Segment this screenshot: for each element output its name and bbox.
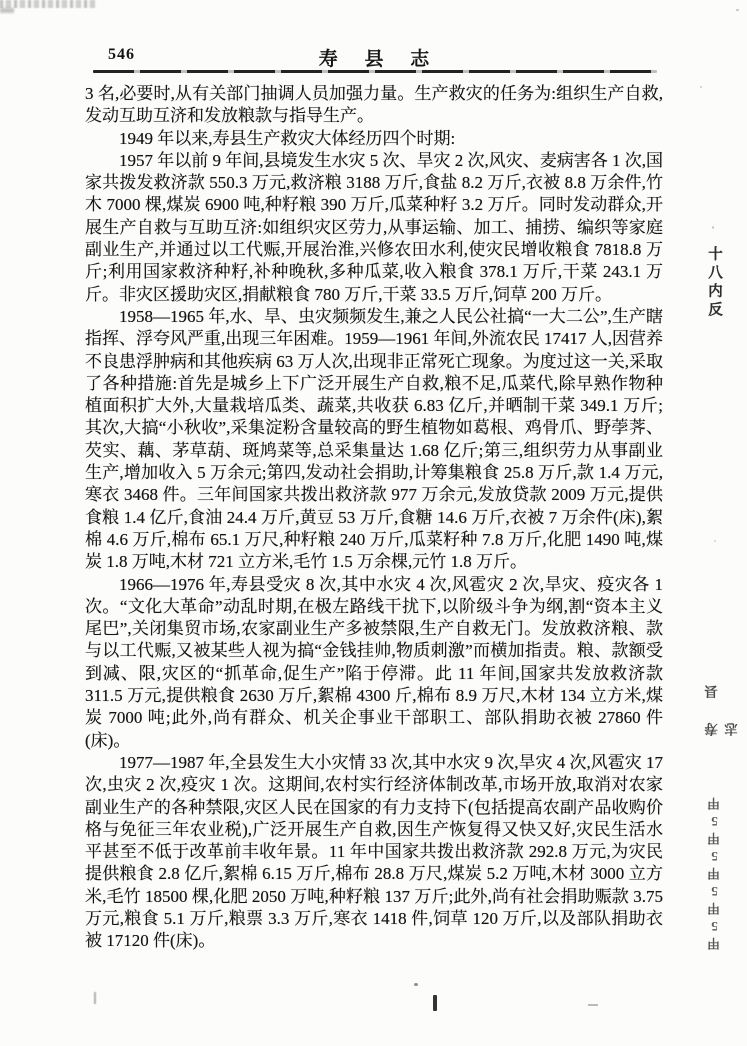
scan-artifact-smudge: [0, 8, 14, 13]
scan-artifact-dash: [588, 1004, 598, 1006]
body-paragraph: 1957 年以前 9 年间,县境发生水灾 5 次、旱灾 2 次,风灾、麦病害各 1 次,国家共拨发救济款 550.3 万元,救济粮 3188 万斤,食盐 8.2 万斤,衣被 8.8 万余件,竹木 7000 棵,煤炭 6900 吨,种籽粮 390 万斤,瓜菜种籽 3.2 万斤。同时发动群众,开展生产自救与互助互济:如组织灾区劳力,从事运输、加工、捕捞、编织等家庭副业生产,并通过以工代赈,开展治淮,兴修农田水利,使灾民增收粮食 7818.8 万斤;利用国家救济种籽,补种晚秋,多种瓜菜,收入粮食 378.1 万斤,干菜 243.1 万斤。非灾区援助灾区,捐献粮食 780 万斤,干菜 33.5 万斤,饲草 200 万斤。: [85, 150, 663, 304]
header-rule: [93, 70, 657, 73]
margin-signature-mark-middle: 寿县志: [705, 661, 740, 736]
scan-speck: [714, 540, 716, 542]
scan-speck: [736, 9, 739, 11]
scan-artifact-bar: [433, 995, 437, 1011]
page-number: 546: [108, 46, 135, 63]
body-paragraph: 1977—1987 年,全县发生大小灾情 33 次,其中水灾 9 次,旱灾 4 次,风雹灾 17 次,虫灾 2 次,疫灾 1 次。这期间,农村实行经济体制改革,市场开放,取消对农家副业生产的各种禁限,灾区人民在国家的有力支持下(包括提高农副产品收购价格与免征三年农业税),广泛开展生产自救,因生产恢复得又快又好,灾民生活水平甚至不低于改革前丰收年景。11 年中国家共拨出救济款 292.8 万元,为灾民提供粮食 2.8 亿斤,絮棉 6.15 万斤,棉布 28.8 万尺,煤炭 5.2 万吨,木材 3000 立方米,毛竹 18500 棵,化肥 2050 万吨,种籽粮 137 万斤;此外,尚有社会捐助赈款 3.75 万元,粮食 5.1 万斤,粮票 3.3 万斤,寒衣 1418 件,饲草 120 万斤,以及部队捐助衣被 17120 件(床)。: [85, 752, 663, 951]
margin-signature-mark-top: 十八内反: [706, 246, 722, 320]
body-paragraph: 3 名,必要时,从有关部门抽调人员加强力量。生产救灾的任务为:组织生产自救,发动互助互济和发放粮款与指导生产。: [85, 84, 663, 126]
page-header: [85, 44, 663, 70]
scan-artifact-smudge: [0, 0, 96, 8]
scan-artifact-dot: [414, 983, 418, 986]
body-text: [85, 83, 663, 953]
scan-speck: [712, 226, 714, 229]
body-paragraph: 1949 年以来,寿县生产救灾大体经历四个时期:: [119, 128, 456, 148]
body-paragraph: 1958—1965 年,水、旱、虫灾频频发生,兼之人民公社搞“一大二公”,生产瞎指挥、浮夸风严重,出现三年困难。1959—1961 年间,外流农民 17417 人,因营养不良患浮肿病和其他疾病 63 万人次,出现非正常死亡现象。为度过这一关,采取了各种措施:首先是城乡上下广泛开展生产自救,粮不足,瓜菜代,除早熟作物种植面积扩大外,大量栽培瓜类、蔬菜,共收获 6.83 亿斤,并晒制干菜 349.1 万斤;其次,大搞“小秋收”,采集淀粉含量较高的野生植物如葛根、鸡骨爪、野荸荠、芡实、藕、茅草葫、斑鸠菜等,总采集量达 1.68 亿斤;第三,组织劳力从事副业生产,增加收入 5 万余元;第四,发动社会捐助,计筹集粮食 25.8 万斤,款 1.4 万元,寒衣 3468 件。三年间国家共拨出救济款 977 万余元,发放贷款 2009 万元,提供食粮 1.4 亿斤,食油 24.4 万斤,黄豆 53 万斤,食糖 14.6 万斤,衣被 7 万余件(床),絮棉 4.6 万斤,棉布 65.1 万尺,种籽粮 240 万斤,瓜菜籽种 7.8 万斤,化肥 1490 吨,煤炭 1.8 万吨,木材 721 立方米,毛竹 1.5 万余棵,元竹 1.8 万斤。: [85, 306, 663, 572]
margin-signature-mark-bottom: 甲5甲5甲5甲5甲: [707, 794, 722, 951]
book-title: 寿 县 志: [318, 49, 441, 70]
body-paragraph: 1966—1976 年,寿县受灾 8 次,其中水灾 4 次,风雹灾 2 次,旱灾、疫灾各 1 次。“文化大革命”动乱时期,在极左路线干扰下,以阶级斗争为纲,割“资本主义尾巴”,关闭集贸市场,农家副业生产多被禁限,生产自救无门。发放救济粮、款与以工代赈,又被某些人视为搞“金钱挂帅,物质刺激”而横加指责。粮、款额受到减、限,灾区的“抓革命,促生产”陷于停滞。此 11 年间,国家共发放救济款 311.5 万元,提供粮食 2630 万斤,絮棉 4300 斤,棉布 8.9 万尺,木材 134 立方米,煤炭 7000 吨;此外,尚有群众、机关企事业干部职工、部队捐助衣被 27860 件(床)。: [85, 574, 663, 750]
scan-artifact-tick: [94, 992, 96, 1004]
scan-speck: [700, 86, 702, 88]
